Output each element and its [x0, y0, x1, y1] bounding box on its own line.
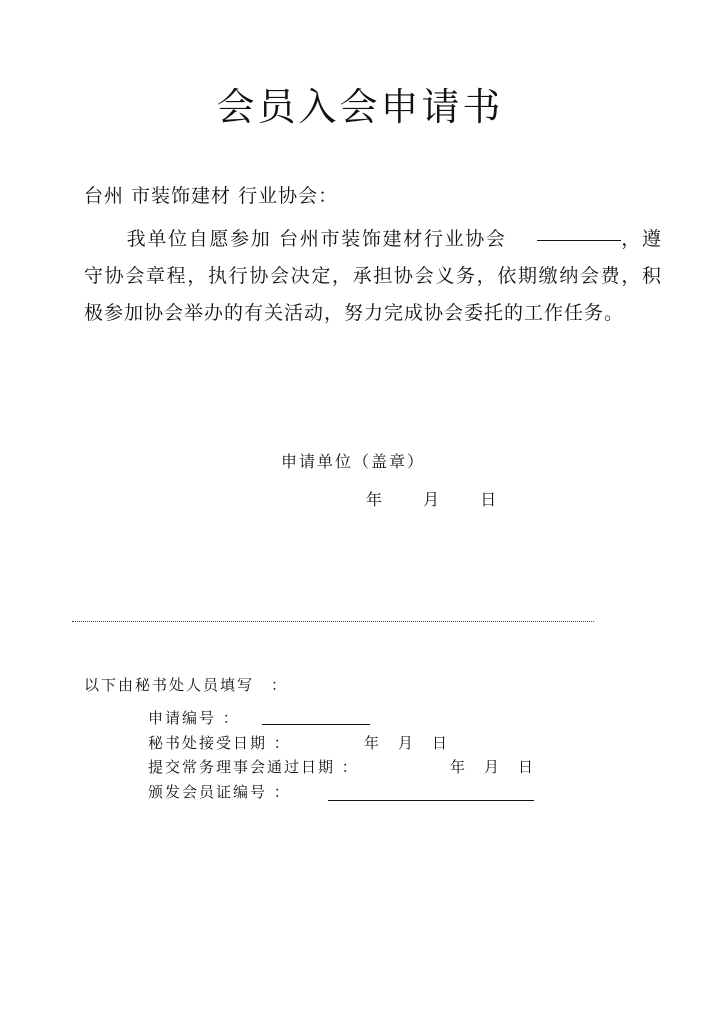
approval-date-label: 提交常务理事会通过日期 ： — [148, 758, 359, 776]
section-divider — [72, 621, 594, 622]
approval-day-label: 日 — [518, 758, 534, 776]
certificate-number-label: 颁发会员证编号 ： — [148, 783, 291, 801]
receive-date-label: 秘书处接受日期 ： — [148, 734, 291, 752]
association-blank-line[interactable] — [537, 239, 621, 241]
application-number-line[interactable] — [262, 724, 370, 725]
paragraph-comma: ， — [620, 228, 642, 250]
receive-year-label: 年 — [364, 734, 380, 752]
receive-month-label: 月 — [398, 734, 414, 752]
applicant-seal-label: 申请单位（盖章） — [281, 452, 426, 471]
application-day-label: 日 — [480, 490, 497, 509]
application-month-label: 月 — [423, 490, 440, 509]
document-title: 会员入会申请书 — [216, 85, 504, 129]
approval-year-label: 年 — [450, 758, 466, 776]
approval-month-label: 月 — [484, 758, 500, 776]
application-date — [366, 487, 496, 510]
certificate-number-line[interactable] — [328, 800, 534, 801]
application-paragraph — [84, 221, 662, 332]
application-year-label: 年 — [366, 490, 383, 509]
paragraph-part2: 遵守协会章程，执行协会决定，承担协会义务，依期缴纳会费，积极参加协会举办的有关活动，努力完成协会委托的工作任务。 — [84, 228, 662, 324]
addressee: 台州 市装饰建材 行业协会： — [84, 185, 339, 207]
application-number-label: 申请编号 ： — [148, 709, 240, 727]
secretariat-section-label: 以下由秘书处人员填写 ： — [84, 676, 289, 694]
paragraph-part1: 我单位自愿参加 台州市装饰建材行业协会 — [126, 228, 507, 250]
receive-day-label: 日 — [432, 734, 448, 752]
